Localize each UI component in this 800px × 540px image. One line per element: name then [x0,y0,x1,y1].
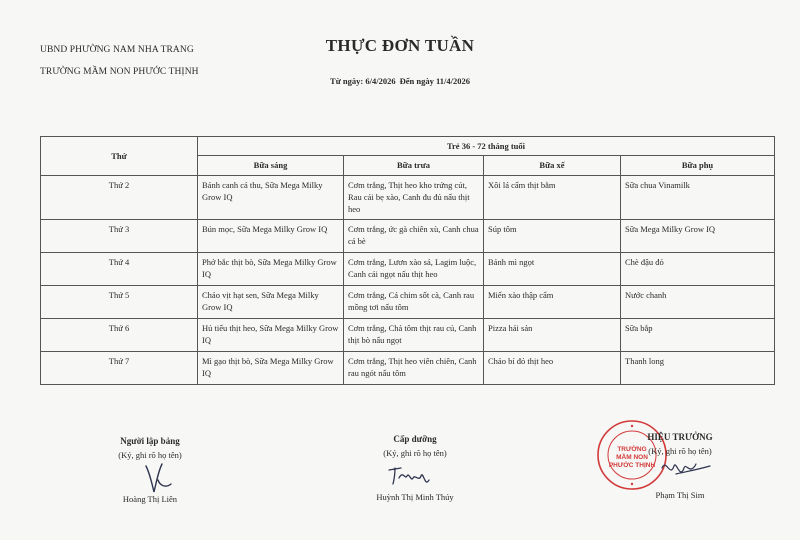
snack-cell: Sữa chua Vinamilk [621,175,775,219]
signature-role: Cấp dưỡng [393,434,437,444]
breakfast-cell: Cháo vịt hạt sen, Sữa Mega Milky Grow IQ [198,285,344,318]
snack-cell: Sữa Mega Milky Grow IQ [621,219,775,252]
day-cell: Thứ 4 [41,252,198,285]
lunch-cell: Cơm trắng, ức gà chiên xù, Canh chua cá bè [344,219,484,252]
date-to: Đến ngày 11/4/2026 [399,76,470,86]
day-cell: Thứ 6 [41,318,198,351]
afternoon-cell: Súp tôm [484,219,621,252]
day-cell: Thứ 2 [41,175,198,219]
age-group-header: Trẻ 36 - 72 tháng tuổi [198,137,775,156]
signature-name: Hoàng Thị Liên [122,494,178,504]
breakfast-cell: Bánh canh cá thu, Sữa Mega Milky Grow IQ [198,175,344,219]
breakfast-cell: Hủ tiếu thịt heo, Sữa Mega Milky Grow IQ [198,318,344,351]
day-column-header: Thứ [41,137,198,176]
snack-cell: Thanh long [621,351,775,384]
handwritten-signature-preparer [138,458,178,498]
date-from: Từ ngày: 6/4/2026 [330,76,396,86]
signature-name: Huỳnh Thị Minh Thúy [376,492,454,502]
table-row [41,285,775,318]
afternoon-cell: Xôi lá cẩm thịt bằm [484,175,621,219]
afternoon-cell: Miến xào thập cẩm [484,285,621,318]
table-row [41,252,775,285]
org-name-line1: UBND PHƯỜNG NAM NHA TRANG [40,45,194,55]
snack-cell: Sữa bắp [621,318,775,351]
signature-name: Phạm Thị Sim [655,490,705,500]
signature-block-preparer [80,436,220,516]
lunch-cell: Cơm trắng, Lươn xào sả, Lagim luộc, Canh cải ngọt nấu thịt heo [344,252,484,285]
snack-cell: Chè đậu đỏ [621,252,775,285]
handwritten-signature-cook [385,460,445,490]
signature-role: HIỆU TRƯỞNG [647,432,713,442]
signature-block-cook [345,434,485,514]
table-header-row [41,137,775,156]
lunch-cell: Cơm trắng, Thịt heo viên chiên, Canh rau ngót nấu tôm [344,351,484,384]
column-header-lunch: Bữa trưa [344,156,484,175]
afternoon-cell: Pizza hải sản [484,318,621,351]
day-cell: Thứ 3 [41,219,198,252]
day-cell: Thứ 7 [41,351,198,384]
signature-note: (Ký, ghi rõ họ tên) [383,448,447,458]
column-header-breakfast: Bữa sáng [198,156,344,175]
handwritten-signature-principal [656,454,716,486]
date-range [0,76,800,86]
signature-note: (Ký, ghi rõ họ tên) [648,446,712,456]
breakfast-cell: Phở bắc thịt bò, Sữa Mega Milky Grow IQ [198,252,344,285]
table-row [41,219,775,252]
lunch-cell: Cơm trắng, Chả tôm thịt rau củ, Canh thịt bò nấu ngọt [344,318,484,351]
breakfast-cell: Mì gạo thịt bò, Sữa Mega Milky Grow IQ [198,351,344,384]
breakfast-cell: Bún mọc, Sữa Mega Milky Grow IQ [198,219,344,252]
svg-text:MẦM NON: MẦM NON [616,454,648,461]
lunch-cell: Cơm trắng, Cá chim sốt cà, Canh rau mồng tơi nấu tôm [344,285,484,318]
column-header-snack: Bữa phụ [621,156,775,175]
lunch-cell: Cơm trắng, Thịt heo kho trứng cút, Rau cải bẹ xào, Canh đu đủ nấu thịt heo [344,175,484,219]
weekly-menu-table [40,136,775,385]
afternoon-cell: Bánh mì ngọt [484,252,621,285]
signature-role: Người lập bảng [120,436,180,446]
school-name-line2: TRƯỜNG MẦM NON PHƯỚC THỊNH [40,67,199,77]
svg-text:TRƯỜNG: TRƯỜNG [617,446,647,453]
page-title: THỰC ĐƠN TUẦN [325,36,475,55]
day-cell: Thứ 5 [41,285,198,318]
svg-text:PHƯỚC THỊNH: PHƯỚC THỊNH [608,462,656,469]
table-row [41,175,775,219]
signature-block-principal [610,432,750,512]
column-header-afternoon: Bữa xế [484,156,621,175]
afternoon-cell: Cháo bí đỏ thịt heo [484,351,621,384]
table-row [41,318,775,351]
signature-note: (Ký, ghi rõ họ tên) [118,450,182,460]
table-row [41,351,775,384]
snack-cell: Nước chanh [621,285,775,318]
